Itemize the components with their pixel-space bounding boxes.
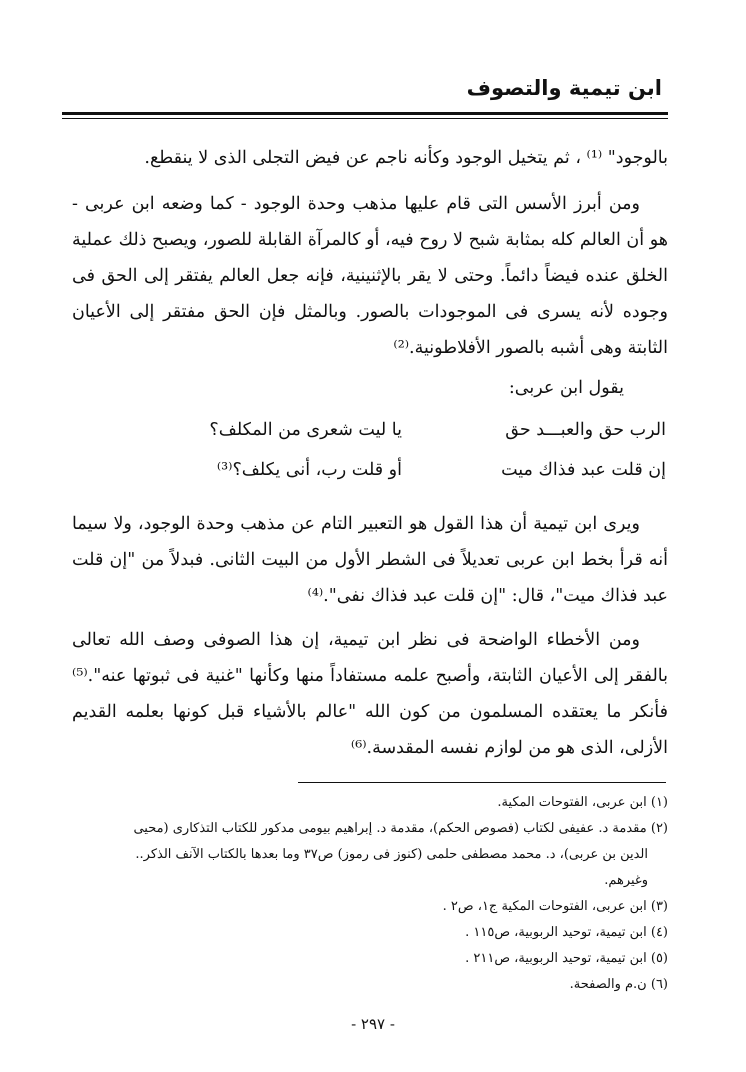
footnote-1: (١) ابن عربى، الفتوحات المكية. (497, 795, 668, 810)
paragraph-4: ويرى ابن تيمية أن هذا القول هو التعبير التام عن مذهب وحدة الوجود، ولا سيما أنه قرأ بخط ابن عربى تعديلاً فى الشطر الأول من البيت الثانى. فبدلاً من "إن قلت عبد فذاك ميت"، قال: "إن قلت عبد فذاك نفى".⁽⁴⁾ (72, 514, 668, 606)
page-number: - ٢٩٧ - (351, 1015, 395, 1033)
header-rule-thick (62, 112, 668, 115)
footnote-2-continuation: الدين بن عربى)، د. محمد مصطفى حلمى (كنوز فى رموز) ص٣٧ وما بعدها بالكتاب الآنف الذكر.. (135, 847, 648, 862)
verse-line2-first-hemistich: إن قلت عبد فذاك ميت (501, 460, 666, 480)
footnote-5: (٥) ابن تيمية، توحيد الربوبية، ص٢١١ . (465, 951, 668, 966)
paragraph-3: يقول ابن عربى: (508, 378, 624, 398)
footnote-2-continuation-end: وغيرهم. (604, 873, 648, 888)
footnote-2: (٢) مقدمة د. عفيفى لكتاب (فصوص الحكم)، مقدمة د. إبراهيم بيومى مدكور للكتاب التذكارى (محيى (133, 821, 668, 836)
paragraph-2: ومن أبرز الأسس التى قام عليها مذهب وحدة الوجود - كما وضعه ابن عربى - هو أن العالم كله بمثابة شبح لا روح فيه، أو كالمرآة القابلة للصور، ويصبح ذلك عملية الخلق عنده فيضاً دائماً. وحتى لا يقر بالإثنينية، فإنه جعل العالم يفتقر إلى الحق فى وجوده لأنه يسرى فى الموجودات بالصور. وبالمثل فإن الحق مفتقر إلى الأعيان الثابتة وهى أشبه بالصور الأفلاطونية.⁽²⁾ (72, 194, 668, 358)
verse-line2-second-hemistich: أو قلت رب، أنى يكلف؟⁽³⁾ (216, 460, 402, 480)
paragraph-5: ومن الأخطاء الواضحة فى نظر ابن تيمية، إن هذا الصوفى وصف الله تعالى بالفقر إلى الأعيان الثابتة، وأصبح علمه مستفاداً منها وكأنها "غنية فى ثبوتها عنه".⁽⁵⁾ فأنكر ما يعتقده المسلمون من كون الله "عالم بالأشياء قبل كونها بعلمه القديم الأزلى، الذى هو من لوازم نفسه المقدسة.⁽⁶⁾ (72, 630, 668, 758)
paragraph-1: بالوجود" ⁽¹⁾ ، ثم يتخيل الوجود وكأنه ناجم عن فيض التجلى الذى لا ينقطع. (144, 148, 668, 168)
footnote-6: (٦) ن.م والصفحة. (569, 977, 668, 992)
footnote-3: (٣) ابن عربى، الفتوحات المكية ج١، ص٢ . (442, 899, 668, 914)
verse-line1-second-hemistich: يا ليت شعرى من المكلف؟ (209, 420, 402, 440)
footnote-4: (٤) ابن تيمية، توحيد الربوبية، ص١١٥ . (465, 925, 668, 940)
running-header-title: ابن تيمية والتصوف (466, 76, 662, 100)
footnote-separator (298, 782, 666, 783)
header-rule-thin (62, 118, 668, 119)
footnotes (72, 790, 668, 998)
verse-line1-first-hemistich: الرب حق والعبـــد حق (505, 420, 666, 440)
